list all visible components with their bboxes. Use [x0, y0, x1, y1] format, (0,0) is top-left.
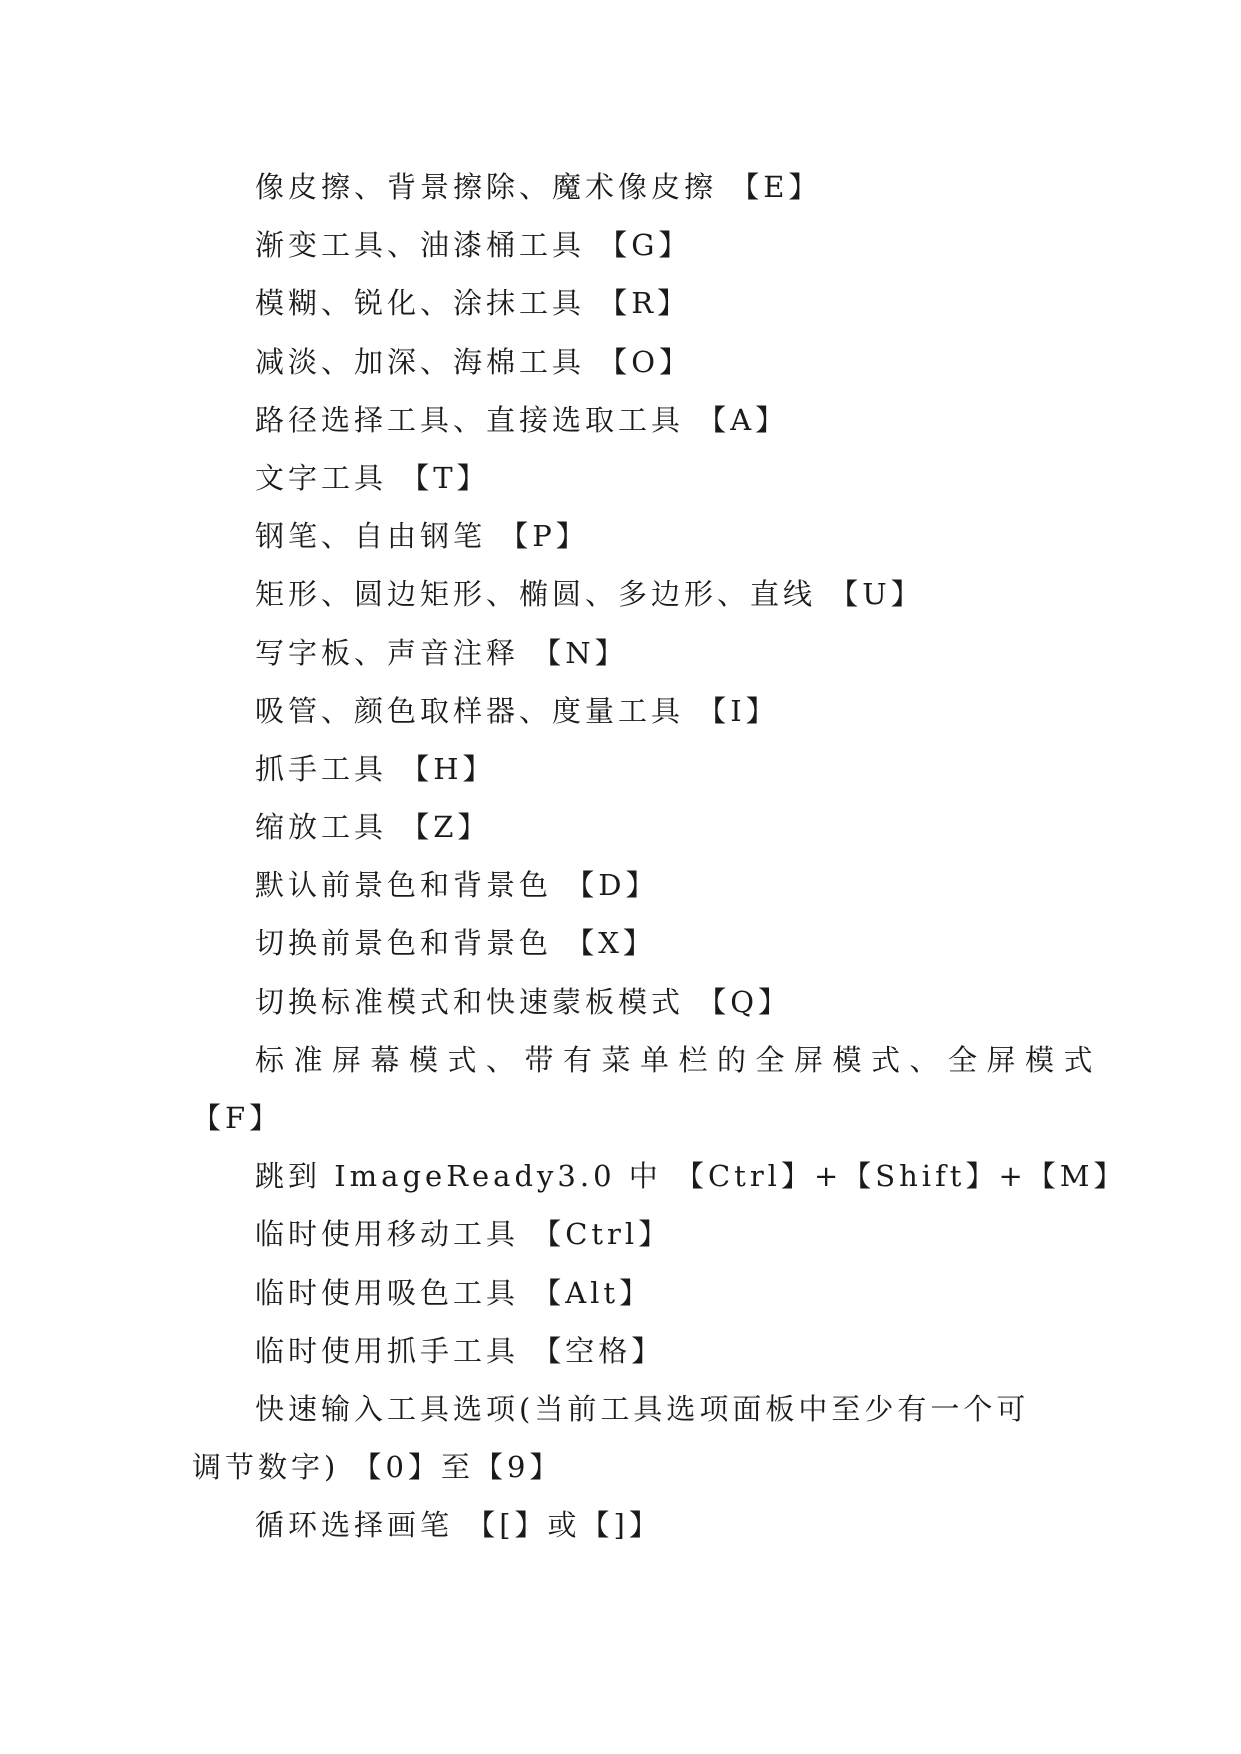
- list-item: 减淡、加深、海棉工具 【O】: [255, 344, 692, 379]
- list-item: 切换前景色和背景色 【X】: [255, 926, 656, 961]
- list-item: 文字工具 【T】: [255, 460, 490, 495]
- list-item: 临时使用移动工具 【Ctrl】: [255, 1217, 672, 1252]
- list-item: 矩形、圆边矩形、椭圆、多边形、直线 【U】: [255, 577, 924, 612]
- list-item: 切换标准模式和快速蒙板模式 【Q】: [255, 984, 791, 1019]
- list-item: 循环选择画笔 【[】或【]】: [255, 1508, 662, 1543]
- list-item-continuation: 【F】: [192, 1101, 283, 1135]
- list-item: 标准屏幕模式、带有菜单栏的全屏模式、全屏模式: [255, 1042, 1103, 1077]
- shortcut-list: [192, 158, 1127, 1555]
- list-item: 路径选择工具、直接选取工具 【A】: [255, 402, 789, 437]
- list-item: 渐变工具、油漆桶工具 【G】: [255, 228, 692, 263]
- list-item: 钢笔、自由钢笔 【P】: [255, 519, 589, 554]
- list-item: 跳到 ImageReady3.0 中 【Ctrl】+【Shift】+【M】: [255, 1159, 1127, 1194]
- list-item: 像皮擦、背景擦除、魔术像皮擦 【E】: [255, 170, 822, 204]
- list-item-continuation: 调节数字) 【0】至【9】: [192, 1450, 563, 1485]
- list-item: 抓手工具 【H】: [255, 751, 496, 786]
- list-item: 吸管、颜色取样器、度量工具 【I】: [255, 693, 779, 728]
- list-item: 缩放工具 【Z】: [255, 810, 491, 845]
- list-item: 快速输入工具选项(当前工具选项面板中至少有一个可: [255, 1391, 1030, 1426]
- list-item: 默认前景色和背景色 【D】: [255, 868, 659, 903]
- list-item: 模糊、锐化、涂抹工具 【R】: [255, 286, 691, 321]
- list-item: 临时使用抓手工具 【空格】: [255, 1333, 665, 1368]
- list-item: 写字板、声音注释 【N】: [255, 635, 628, 670]
- list-item: 临时使用吸色工具 【Alt】: [255, 1275, 653, 1310]
